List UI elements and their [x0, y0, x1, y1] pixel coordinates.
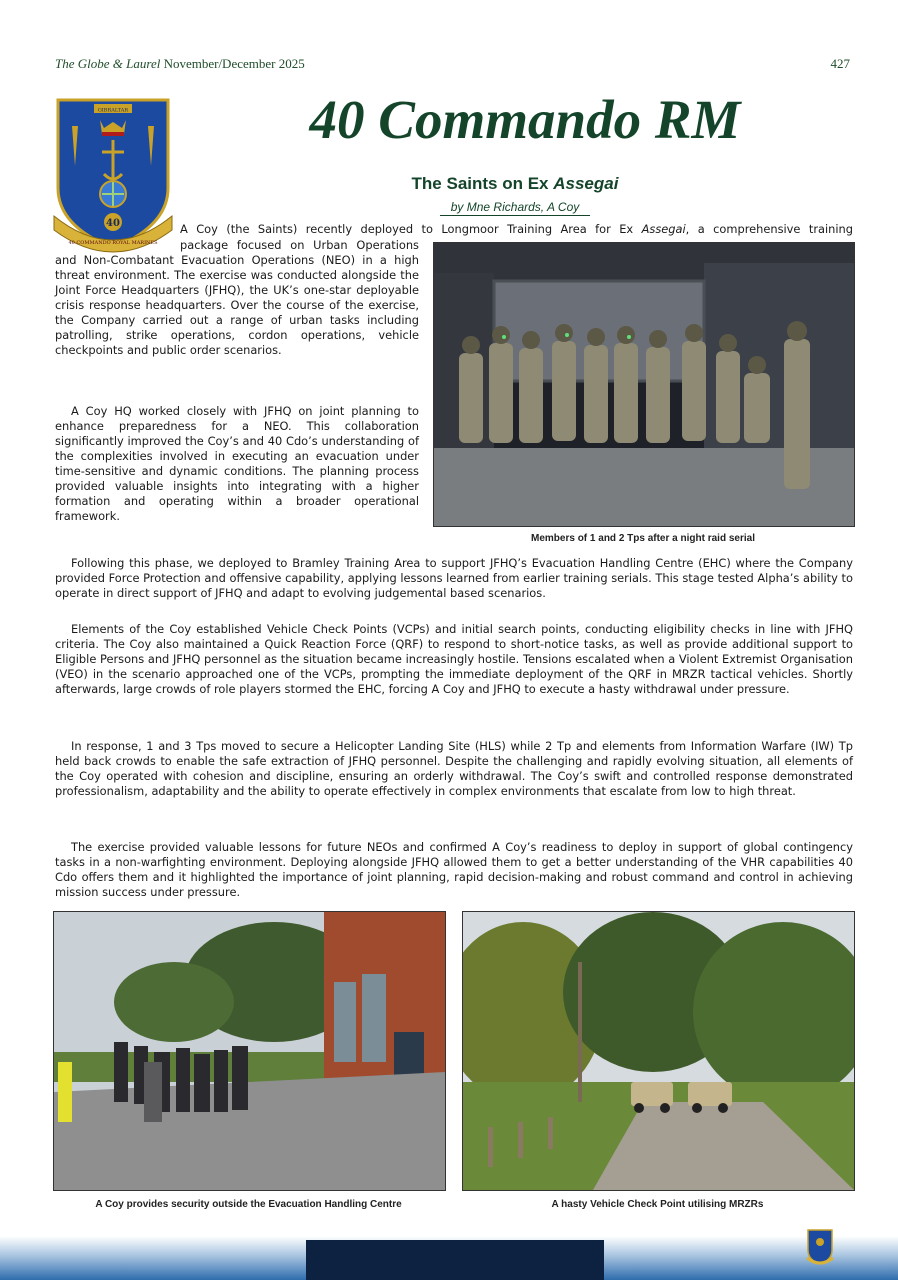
running-header — [55, 56, 305, 72]
footer-dark-panel — [306, 1240, 604, 1280]
crest-number: 40 — [106, 218, 120, 229]
paragraph-3: Following this phase, we deployed to Bramley Training Area to support JFHQ’s Evacuation Handling Centre (EHC) where the Company provided Force Protection and offensive capability, applying lessons learned from earlier training serials. This stage tested Alpha’s ability to operate in direct support of JFHQ and adapt to evolving judgemental based scenarios. — [55, 556, 853, 600]
article-first-line — [180, 222, 853, 237]
paragraph-2: A Coy HQ worked closely with JFHQ on joint planning to enhance preparedness for a NEO. This collaboration significantly improved the Coy’s and 40 Cdo’s understanding of the complexities involved in executing an evacuation under time-sensitive and dynamic conditions. The planning process provided valuable insights into integrating with a higher formation and operating within a broader operational framework. — [55, 404, 419, 523]
vehicle-checkpoint-photo — [462, 911, 855, 1191]
paragraph-1: package focused on Urban Operations and Non-Combatant Evacuation Operations (NEO) in a high threat environment. The exercise was conducted alongside the Joint Force Headquarters (JFHQ), the UK’s one-star deployable crisis response headquarters. Over the course of the exercise, the Company carried out a range of urban tasks including patrolling, strike operations, cordon operations, vehicle checkpoints and public order scenarios. — [55, 238, 419, 357]
bottom-right-caption: A hasty Vehicle Check Point utilising MRZRs — [551, 1199, 764, 1210]
byline: by Mne Richards, A Coy — [440, 200, 590, 216]
issue-date: November/December 2025 — [163, 56, 305, 71]
footer-crest-icon — [806, 1228, 834, 1266]
unit-crest — [52, 96, 174, 256]
night-raid-photo — [433, 242, 855, 527]
first-line-part-a: A Coy (the Saints) recently deployed to Longmoor Training Area for Ex — [180, 222, 642, 236]
paragraph-5: In response, 1 and 3 Tps moved to secure a Helicopter Landing Site (HLS) while 2 Tp and elements from Information Warfare (IW) Tp held back crowds to enable the safe extraction of JFHQ personnel. Despite the challenging and rapidly evolving situation, all elements of the Coy operated with cohesion and discipline, ensuring an orderly withdrawal. The Coy’s swift and controlled response demonstrated professionalism, adaptability and the ability to operate effectively in complex environments that escalate from low to high threat. — [55, 739, 853, 798]
evacuation-centre-photo — [53, 911, 446, 1191]
vehicle-checkpoint-photo-image — [463, 912, 854, 1190]
bottom-left-caption: A Coy provides security outside the Evacuation Handling Centre — [95, 1199, 402, 1210]
small-crest-icon — [806, 1228, 834, 1266]
paragraph-6: The exercise provided valuable lessons for future NEOs and confirmed A Coy’s readiness to deploy in support of global contingency tasks in a non-warfighting environment. Deploying alongside JFHQ allowed them to get a better understanding of the VHR capabilities 40 Cdo offers them and it highlighted the importance of joint planning, rapid decision-making and robust command and control in achieving mission success under pressure. — [55, 840, 853, 899]
magazine-name: The Globe & Laurel — [55, 56, 161, 71]
article-title-prefix: The Saints on Ex — [411, 174, 549, 193]
article-title — [330, 174, 700, 194]
crest-icon — [52, 96, 174, 256]
first-line-italic: Assegai — [641, 222, 686, 236]
first-line-part-b: , a comprehensive training — [685, 222, 853, 236]
page-number: 427 — [830, 56, 850, 71]
main-photo-caption: Members of 1 and 2 Tps after a night raid serial — [531, 533, 755, 544]
article-title-italic: Assegai — [553, 174, 619, 193]
night-raid-photo-image — [434, 243, 854, 526]
crest-top-scroll-text: GIBRALTAR — [97, 107, 129, 114]
evacuation-centre-photo-image — [54, 912, 445, 1190]
paragraph-4: Elements of the Coy established Vehicle Check Points (VCPs) and initial search points, conducting eligibility checks in line with JFHQ criteria. The Coy also maintained a Quick Reaction Force (QRF) to respond to short-notice tasks, as well as provide additional support to Eligible Persons and JFHQ personnel as the situation became increasingly hostile. Tensions escalated when a Violent Extremist Organisation (VEO) in the scenario approached one of the VCPs, prompting the immediate deployment of the QRF in MRZR tactical vehicles. Shortly afterwards, large crowds of role players stormed the EHC, forcing A Coy and JFHQ to execute a hasty withdrawal under pressure. — [55, 622, 853, 696]
crest-bottom-scroll-text: 40 COMMANDO ROYAL MARINES — [68, 240, 158, 246]
page-title: 40 Commando RM — [309, 89, 741, 150]
